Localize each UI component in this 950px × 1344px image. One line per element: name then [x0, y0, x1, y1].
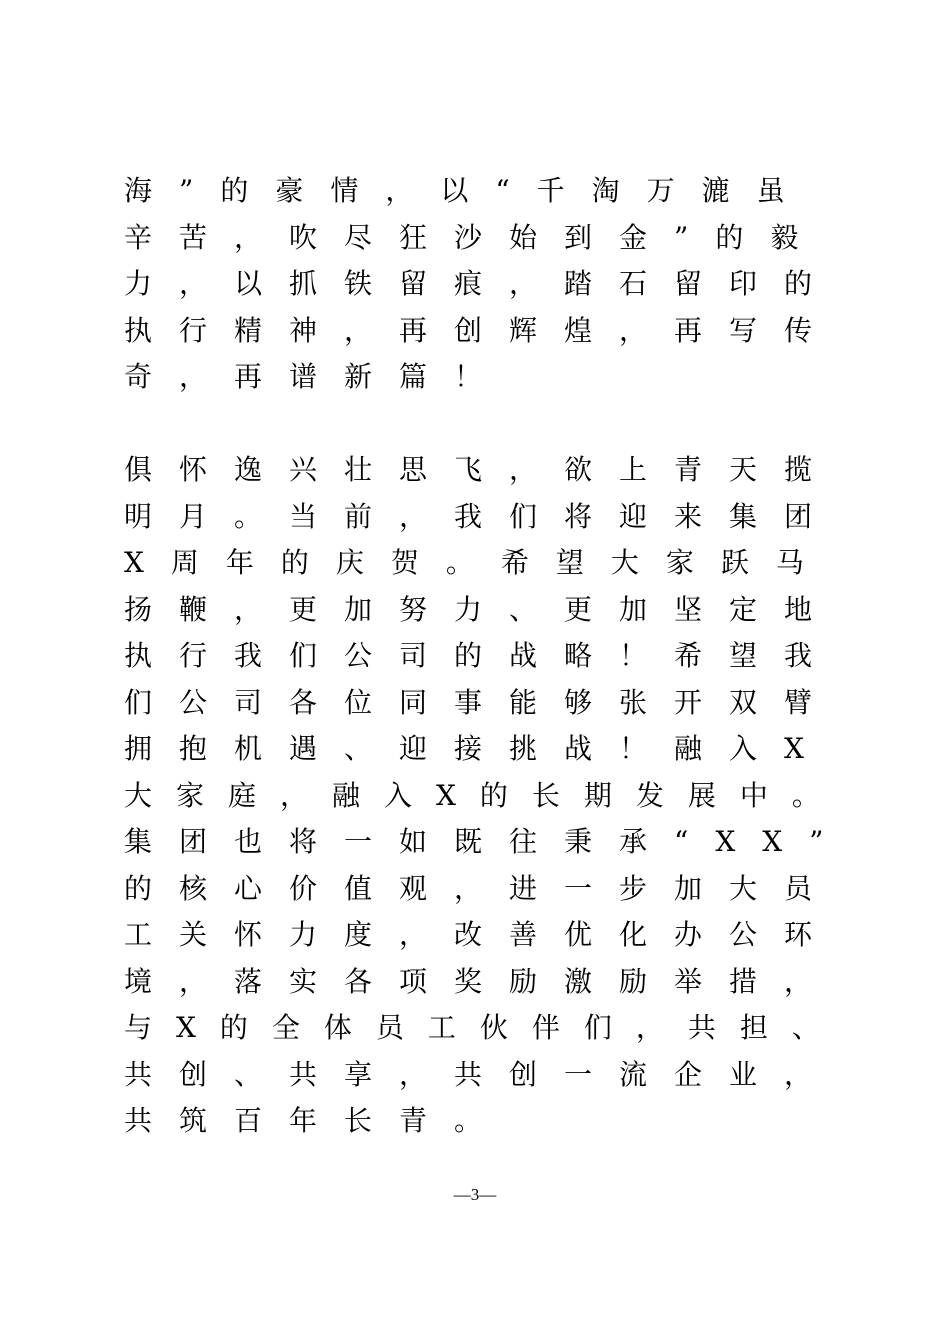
text-line: 明月。当前，我们将迎来集团 [124, 499, 840, 533]
text-line: 们公司各位同事能够张开双臂 [124, 685, 840, 719]
text-line: 扬鞭，更加努力、更加坚定地 [124, 592, 840, 626]
text-line: 工关怀力度，改善优化办公环 [124, 918, 840, 951]
text-line: 执行精神，再创辉煌，再写传 [124, 313, 840, 347]
page-number: —3— [453, 1185, 497, 1204]
text-line: 共创、共享，共创一流企业， [124, 1057, 840, 1091]
text-line: 执行我们公司的战略！希望我 [124, 639, 840, 672]
text-line: 大家庭，融入X的长期发展中。 [124, 778, 844, 812]
text-line: 海”的豪情，以“千淘万漉虽 [124, 174, 812, 207]
text-line: 力，以抓铁留痕，踏石留印的 [124, 267, 840, 300]
text-line: 辛苦，吹尽狂沙始到金”的毅 [124, 220, 826, 254]
text-line: X周年的庆贺。希望大家跃马 [124, 546, 831, 579]
text-line: 与X的全体员工伙伴们，共担、 [124, 1011, 844, 1044]
text-line: 集团也将一如既往秉承“XX” [124, 825, 851, 858]
text-line: 共筑百年长青。 [124, 1104, 510, 1137]
paragraph-2 [124, 447, 854, 1145]
paragraph-1 [124, 168, 854, 401]
text-line: 奇，再谱新篇！ [124, 360, 510, 393]
text-line: 境，落实各项奖励激励举措， [124, 964, 840, 998]
text-line: 拥抱机遇、迎接挑战！融入X [124, 732, 831, 765]
text-line: 的核心价值观，进一步加大员 [124, 871, 840, 905]
text-line: 俱怀逸兴壮思飞，欲上青天揽 [124, 453, 840, 486]
